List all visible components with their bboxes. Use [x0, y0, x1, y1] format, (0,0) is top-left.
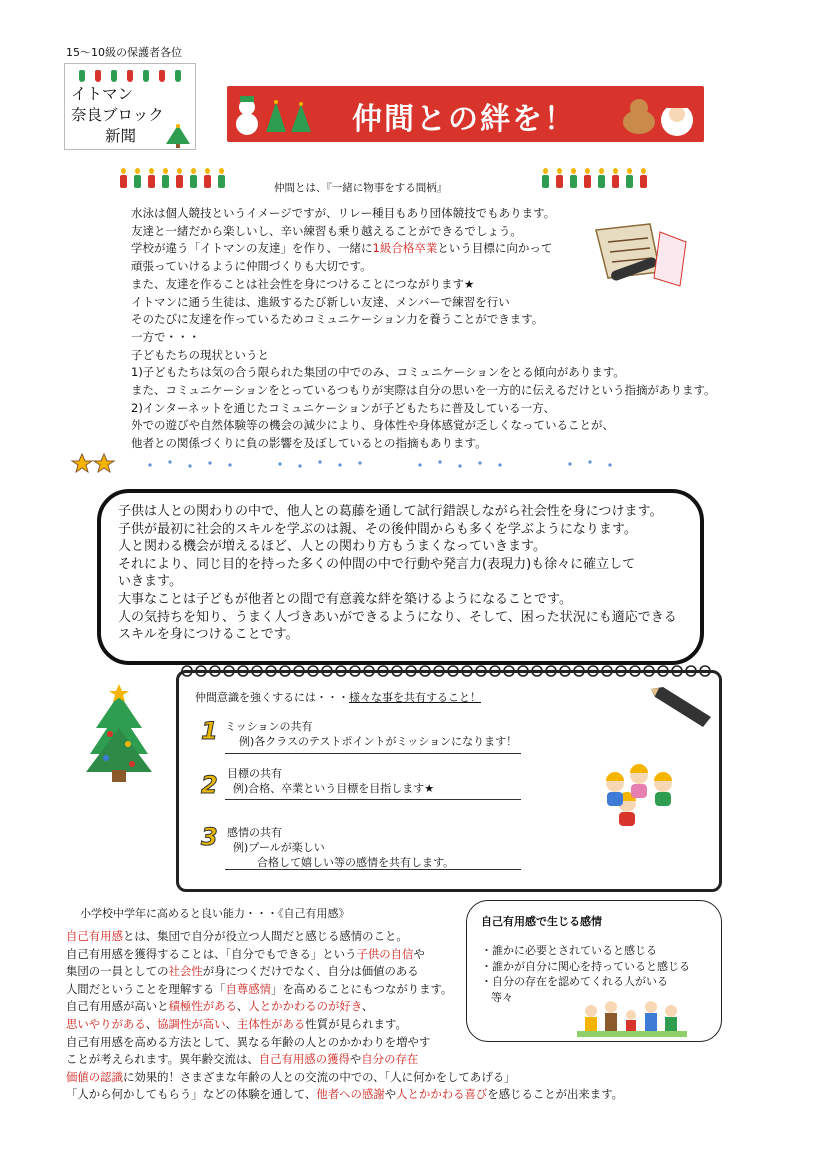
diploma-icon: [588, 220, 688, 290]
section-subtitle: 仲間とは、『一緒に物事をする間柄』: [274, 182, 448, 194]
feelings-list: [481, 943, 690, 1005]
body-line: 思いやりがある、協調性が高い、主体性がある性質が見られます。: [66, 1016, 407, 1031]
christmas-tree-icon: [86, 684, 152, 784]
highlight-term: 社会性: [168, 964, 203, 979]
feelings-box: [466, 900, 722, 1042]
body-line: ことが考えられます。異年齢交流は、自己有用感の獲得や自分の存在: [66, 1052, 419, 1067]
feelings-title: 自己有用感で生じる感情: [481, 915, 602, 928]
christmas-tree-icon: [165, 124, 191, 148]
body-line: 子どもたちの現状というと: [131, 347, 269, 362]
recipient-line: 15～10級の保護者各位: [66, 46, 182, 59]
children-group-icon: [593, 761, 683, 831]
body-line: 集団の一員としての社会性が身につくだけでなく、自分は価値のある: [66, 964, 419, 979]
body-line: 価値の認識に効果的！さまざまな年齢の人との交流の中での、「人に何かをしてあげる」: [66, 1069, 516, 1084]
candles-decoration-right: [540, 164, 650, 190]
pencil-icon: [649, 685, 713, 729]
body-line: 友達と一緒だから楽しいし、辛い練習も乗り越えることができるでしょう。: [131, 223, 522, 238]
sharing-item-2: 目標の共有 例)合格、卒業という目標を目指します★: [227, 767, 435, 795]
candles-decoration-left: [118, 164, 228, 190]
number-1-icon: 1: [201, 717, 218, 745]
number-3-icon: 3: [201, 823, 218, 851]
highlight-term: 人とかかわるのが好き: [248, 999, 362, 1014]
highlight-term: 自分の存在: [361, 1052, 419, 1067]
reindeer-santa-icon: [617, 90, 701, 140]
newsletter-logo: [64, 63, 196, 150]
body-line: 外での遊びや自然体験等の機会の減少により、身体性や身体感覚が乏しくなっていることが、: [131, 418, 614, 433]
sharing-heading: 仲間意識を強くするには・・・様々な事を共有すること！: [195, 691, 481, 704]
body-line: 「人から何かしてもらう」などの体験を通して、他者への感謝や人とかかわる喜びを感じることが出来ます。: [66, 1087, 624, 1102]
sharing-item-3: 感情の共有 例)プールが楽しい 合格して嬉しい等の感情を共有します。: [227, 826, 455, 869]
list-item: ・誰かが自分に関心を持っていると感じる: [481, 959, 690, 973]
body-line: イトマンに通う生徒は、進級するたび新しい友達、メンバーで練習を行い: [131, 294, 510, 309]
sharing-item-1: ミッションの共有 例)各クラスのテストポイントがミッションになります！: [225, 720, 518, 748]
highlight-term: 人とかかわる喜び: [396, 1087, 488, 1102]
body-line: 他者との関係づくりに負の影響を及ぼしているとの指摘もあります。: [131, 436, 487, 451]
highlight-term: 価値の認識: [66, 1069, 123, 1084]
body-line: 自己有用感が高いと積極性がある、人とかかわるのが好き、: [66, 999, 374, 1014]
family-group-icon: [577, 997, 687, 1039]
highlight-term: 思いやりがある: [66, 1016, 146, 1031]
body-line: 1)子どもたちは気の合う限られた集団の中でのみ、コミュニケーションをとる傾向があります。: [131, 365, 625, 380]
highlight-term: 自尊感情: [225, 981, 272, 996]
body-line: 自己有用感とは、集団で自分が役立つ人間だと感じる感情のこと。: [66, 929, 408, 943]
rule-line: [225, 799, 521, 800]
summary-box: [97, 489, 704, 665]
body-line: また、友達を作ることは社会性を身につけることにつながります★: [131, 276, 475, 291]
highlight-term: 自己有用感の獲得: [258, 1052, 350, 1067]
summary-text: 子供は人との関わりの中で、他人との葛藤を通して試行錯誤しながら社会性を身につけます。 子供が最初に社会的スキルを学ぶのは親、その後仲間からも多くを学ぶようになります。 人と関わる機会が増えるほど、人との関わり方もうまくなっていきます。 それにより、同じ目的を持った多くの仲間の中で行動や発言力(表現力)も徐々に確立して いきます。 大事なことは子どもが他者との間で有意義な絆を築けるようになることです。 人の気持ちを知り、うまく人づきあいができるようになり、そして、困った状況にも適応できる スキルを身につけることです。: [118, 504, 677, 643]
body-line: 人間だということを理解する「自尊感情」を高めることにもつながります。: [66, 981, 453, 996]
body-line: また、コミュニケーションをとっているつもりが実際は自分の思いを一方的に伝えるだけという指摘があります。: [131, 383, 716, 398]
stars-divider: [70, 452, 630, 474]
rule-line: [225, 753, 521, 754]
body-line: 学校が違う「イトマンの友達」を作り、一緒に1級合格卒業という目標に向かって: [131, 241, 553, 256]
highlight-term: 他者への感謝: [316, 1087, 385, 1102]
page-title: 仲間との絆を！: [352, 102, 576, 137]
ability-title: 小学校中学年に高めると良い能力・・・《自己有用感》: [80, 907, 350, 920]
highlight-term: 子供の自信: [356, 946, 414, 961]
number-2-icon: 2: [201, 771, 218, 799]
highlight-term: 自己有用感: [66, 929, 123, 943]
body-line: 水泳は個人競技というイメージですが、リレー種目もあり団体競技でもあります。: [131, 206, 556, 220]
rule-line: [225, 869, 521, 870]
banner: [227, 86, 704, 142]
snowman-trees-icon: [231, 92, 321, 138]
highlight-term: 主体性がある: [236, 1016, 306, 1031]
highlight-goal: 1級合格卒業: [372, 241, 438, 256]
highlight-term: 積極性がある: [168, 999, 237, 1014]
list-item: ・誰かに必要とされていると感じる: [481, 944, 657, 957]
body-line: そのたびに友達を作っているためコミュニケーション力を養うことができます。: [131, 312, 544, 327]
list-item: ・自分の存在を認めてくれる人がいる: [481, 975, 668, 988]
body-line: 自己有用感を高める方法として、異なる年齢の人とのかかわりを増やす: [66, 1034, 431, 1049]
sharing-notebook: [176, 670, 722, 892]
body-line: 頑張っていけるように仲間づくりも大切です。: [131, 259, 372, 274]
body-line: 一方で・・・: [131, 329, 200, 344]
highlight-term: 協調性が高い: [157, 1016, 226, 1031]
newsletter-title: イトマン 奈良ブロック 新聞: [71, 85, 164, 145]
body-line: 2)インターネットを通じたコミュニケーションが子どもたちに普及している一方、: [131, 400, 556, 415]
list-item: 等々: [491, 990, 513, 1004]
body-line: 自己有用感を獲得することは、「自分でもできる」という子供の自信や: [66, 946, 425, 961]
spiral-binding: [177, 661, 717, 681]
